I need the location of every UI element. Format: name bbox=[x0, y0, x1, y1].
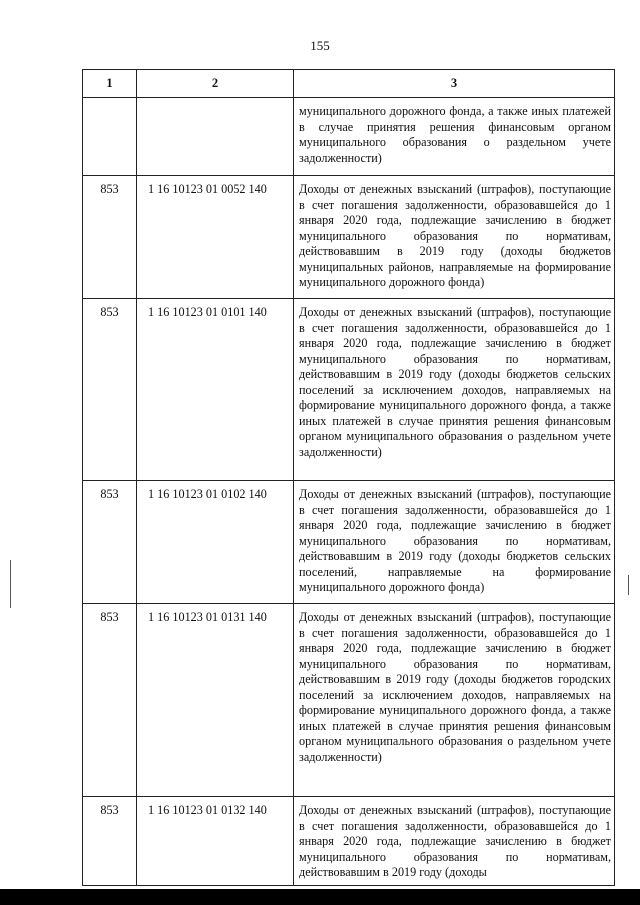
description-cell: муниципального дорожного фонда, а также иных платежей в случае принятия решения финансовым органом муниципального образования о раздельном учете задолженности) bbox=[294, 98, 615, 176]
admin-code-cell: 853 bbox=[83, 299, 137, 481]
description-cell: Доходы от денежных взысканий (штрафов), поступающие в счет погашения задолженности, образовавшейся до 1 января 2020 года, подлежащие зачислению в бюджет муниципального образования по нормативам, действовавшим в 2019 году (доходы бюджетов городских поселений за исключением доходов, направляемых на формирование муниципального дорожного фонда, а также иных платежей в случае принятия решения финансовым органом муниципального образования о раздельном учете задолженности) bbox=[294, 604, 615, 797]
budget-code-cell: 1 16 10123 01 0132 140 bbox=[137, 797, 294, 886]
column-header-1: 1 bbox=[83, 70, 137, 98]
column-header-3: 3 bbox=[294, 70, 615, 98]
table-row bbox=[83, 299, 615, 481]
description-cell: Доходы от денежных взысканий (штрафов), поступающие в счет погашения задолженности, образовавшейся до 1 января 2020 года, подлежащие зачислению в бюджет муниципального образования по нормативам, действовавшим в 2019 году (доходы бюджетов сельских поселений за исключением доходов, направляемых на формирование муниципального дорожного фонда, а также иных платежей в случае принятия решения финансовым органом муниципального образования о раздельном учете задолженности) bbox=[294, 299, 615, 481]
admin-code-cell: 853 bbox=[83, 176, 137, 299]
scan-bottom-edge bbox=[0, 889, 640, 905]
description-cell: Доходы от денежных взысканий (штрафов), поступающие в счет погашения задолженности, образовавшейся до 1 января 2020 года, подлежащие зачислению в бюджет муниципального образования по нормативам, действовавшим в 2019 году (доходы бюджетов муниципальных районов, направляемые на формирование муниципального дорожного фонда) bbox=[294, 176, 615, 299]
table-row bbox=[83, 797, 615, 886]
budget-code-cell: 1 16 10123 01 0052 140 bbox=[137, 176, 294, 299]
budget-code-cell: 1 16 10123 01 0131 140 bbox=[137, 604, 294, 797]
table-row bbox=[83, 481, 615, 604]
revenue-codes-table bbox=[82, 69, 615, 886]
scan-artifact-left bbox=[10, 560, 11, 608]
admin-code-cell bbox=[83, 98, 137, 176]
budget-code-cell bbox=[137, 98, 294, 176]
admin-code-cell: 853 bbox=[83, 797, 137, 886]
admin-code-cell: 853 bbox=[83, 481, 137, 604]
description-cell: Доходы от денежных взысканий (штрафов), поступающие в счет погашения задолженности, образовавшейся до 1 января 2020 года, подлежащие зачислению в бюджет муниципального образования по нормативам, действовавшим в 2019 году (доходы bbox=[294, 797, 615, 886]
scan-artifact-right bbox=[628, 575, 629, 595]
page-number: 155 bbox=[310, 38, 330, 53]
table-row bbox=[83, 98, 615, 176]
budget-code-cell: 1 16 10123 01 0101 140 bbox=[137, 299, 294, 481]
table-row bbox=[83, 176, 615, 299]
column-header-2: 2 bbox=[137, 70, 294, 98]
budget-code-cell: 1 16 10123 01 0102 140 bbox=[137, 481, 294, 604]
description-cell: Доходы от денежных взысканий (штрафов), поступающие в счет погашения задолженности, образовавшейся до 1 января 2020 года, подлежащие зачислению в бюджет муниципального образования по нормативам, действовавшим в 2019 году (доходы бюджетов сельских поселений, направляемые на формирование муниципального дорожного фонда) bbox=[294, 481, 615, 604]
admin-code-cell: 853 bbox=[83, 604, 137, 797]
table-header-row bbox=[83, 70, 615, 98]
table-row bbox=[83, 604, 615, 797]
